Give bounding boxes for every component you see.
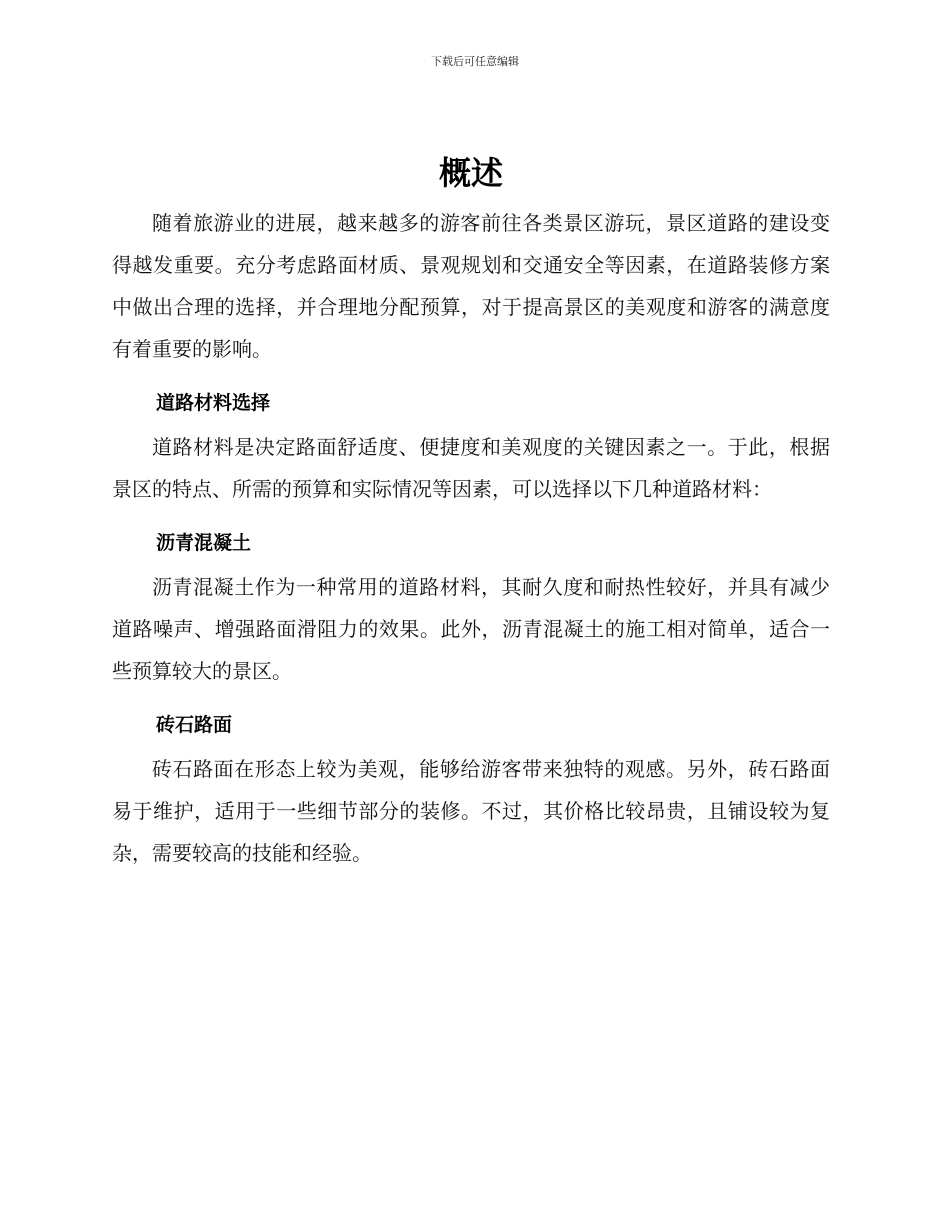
section-paragraph-brick-stone: 砖石路面在形态上较为美观，能够给游客带来独特的观感。另外，砖石路面易于维护，适用于一些细节部分的装修。不过，其价格比较昂贵，且铺设较为复杂，需要较高的技能和经验。 [112, 757, 830, 865]
section-heading-brick-stone: 砖石路面 [156, 714, 233, 736]
page-title: 概述 [438, 154, 503, 192]
section-paragraph-road-materials: 道路材料是决定路面舒适度、便捷度和美观度的关键因素之一。于此，根据景区的特点、所需的预算和实际情况等因素，可以选择以下几种道路材料： [112, 435, 830, 501]
document-body [112, 150, 830, 874]
header-note: 下载后可任意编辑 [431, 55, 519, 68]
section-paragraph-asphalt: 沥青混凝土作为一种常用的道路材料，其耐久度和耐热性较好，并具有减少道路噪声、增强路面滑阻力的效果。此外，沥青混凝土的施工相对简单，适合一些预算较大的景区。 [112, 575, 830, 683]
section-heading-asphalt: 沥青混凝土 [156, 532, 252, 554]
section-heading-road-materials: 道路材料选择 [156, 392, 271, 414]
intro-paragraph: 随着旅游业的进展，越来越多的游客前往各类景区游玩，景区道路的建设变得越发重要。充分考虑路面材质、景观规划和交通安全等因素，在道路装修方案中做出合理的选择，并合理地分配预算，对于提高景区的美观度和游客的满意度有着重要的影响。 [112, 211, 830, 361]
